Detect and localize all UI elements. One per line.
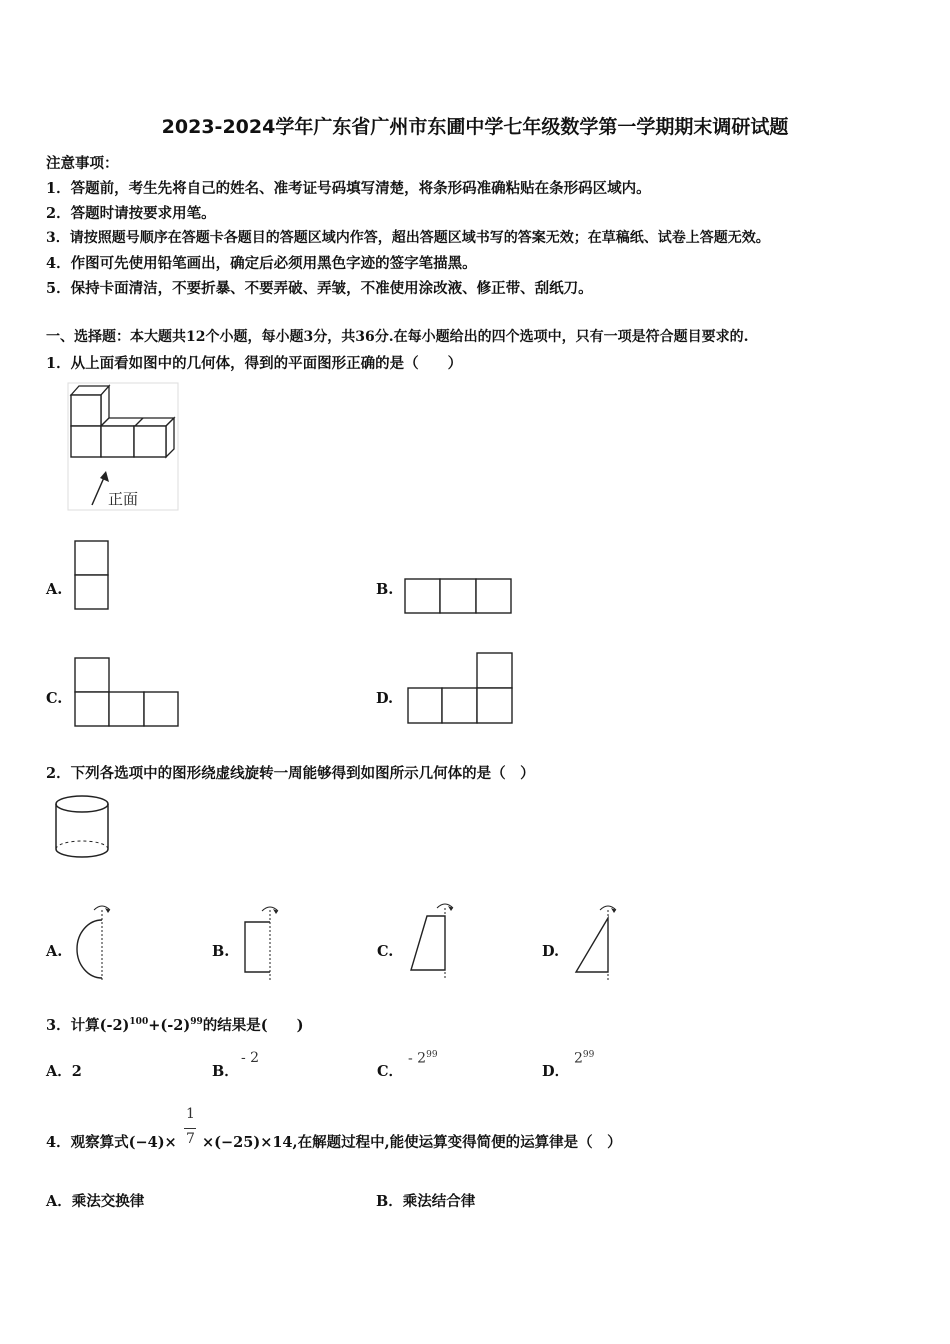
q2-text: 2．下列各选项中的图形绕虚线旋转一周能够得到如图所示几何体的是（ ） — [46, 765, 535, 782]
q3-option-b-value: - 2 — [241, 1050, 260, 1066]
q2-cylinder-figure — [54, 794, 112, 864]
q3-option-c-value — [408, 1050, 438, 1067]
q2-option-c-figure — [405, 900, 457, 980]
q4-frac-den: 7 — [186, 1131, 195, 1147]
q4-option-a-value: 乘法交换律 — [71, 1193, 145, 1210]
q2-option-b-figure — [240, 902, 290, 982]
notice-heading: 注意事项： — [46, 155, 119, 172]
q4-option-b-label: B． — [376, 1193, 403, 1210]
q1-option-c-label[interactable]: C. — [46, 690, 63, 707]
q3-option-a[interactable] — [46, 1060, 82, 1081]
q4-frac-bar — [184, 1128, 196, 1129]
front-label: 正面 — [108, 490, 139, 508]
q3-text-prefix: 3．计算(-2) — [46, 1017, 130, 1034]
q2-option-d-figure — [572, 902, 622, 982]
notice-item-3: 3．请按照题号顺序在答题卡各题目的答题区域内作答，超出答题区域书写的答案无效；在草稿纸、试卷上答题无效。 — [46, 230, 770, 246]
q3-text-mid: +(-2) — [148, 1017, 191, 1034]
q3-exp2: 99 — [190, 1017, 203, 1028]
q3-text — [46, 1014, 303, 1035]
q4-option-a-label: A． — [46, 1193, 72, 1210]
q1-option-d-figure — [407, 652, 515, 726]
q1-text: 1．从上面看如图中的几何体，得到的平面图形正确的是（ ） — [46, 355, 463, 372]
q2-option-d-label[interactable]: D. — [542, 943, 560, 960]
section-heading: 一、选择题：本大题共12个小题，每小题3分，共36分.在每小题给出的四个选项中，只有一项是符合题目要求的. — [46, 329, 749, 345]
q3-option-c-exp: 99 — [426, 1050, 438, 1060]
q3-option-d-label[interactable]: D． — [542, 1063, 570, 1080]
q4-text-suffix: ×(−25)×14,在解题过程中,能使运算变得简便的运算律是（ ） — [202, 1134, 622, 1151]
q3-option-c-label[interactable]: C． — [377, 1063, 404, 1080]
q1-option-a-figure — [74, 540, 110, 612]
notice-item-1: 1．答题前，考生先将自己的姓名、准考证号码填写清楚，将条形码准确粘贴在条形码区域内。 — [46, 180, 651, 197]
q3-option-a-value: 2 — [71, 1063, 82, 1080]
notice-item-2: 2．答题时请按要求用笔。 — [46, 205, 216, 222]
q3-option-d-value — [574, 1050, 594, 1067]
q4-option-a[interactable] — [46, 1190, 144, 1211]
q2-option-c-label[interactable]: C. — [377, 943, 394, 960]
q2-option-a-label[interactable]: A. — [46, 943, 63, 960]
q1-option-d-label[interactable]: D. — [376, 690, 394, 707]
q4-text-prefix: 4．观察算式(−4)× — [46, 1134, 177, 1151]
q1-option-a-label[interactable]: A. — [46, 581, 63, 598]
q2-option-a-figure — [70, 902, 118, 982]
q1-option-b-label[interactable]: B. — [376, 581, 394, 598]
q3-option-b-label[interactable]: B． — [212, 1063, 239, 1080]
page-title: 2023-2024学年广东省广州市东圃中学七年级数学第一学期期末调研试题 — [161, 116, 789, 138]
q3-option-a-label: A． — [46, 1063, 72, 1080]
q3-text-suffix: 的结果是( ) — [202, 1017, 304, 1034]
q4-option-b-value: 乘法结合律 — [402, 1193, 476, 1210]
notice-item-5: 5．保持卡面清洁，不要折暴、不要弄破、弄皱，不准使用涂改液、修正带、刮纸刀。 — [46, 280, 593, 297]
q4-frac-num: 1 — [186, 1106, 195, 1122]
q2-option-b-label[interactable]: B. — [212, 943, 230, 960]
q3-option-d-base: 2 — [574, 1050, 583, 1067]
q3-option-d-exp: 99 — [582, 1050, 595, 1060]
q1-solid-figure — [68, 383, 180, 511]
q3-option-c-base: - 2 — [408, 1050, 427, 1067]
q3-exp1: 100 — [129, 1017, 149, 1028]
q4-option-b[interactable] — [376, 1190, 475, 1211]
q1-option-c-figure — [74, 657, 181, 729]
notice-item-4: 4．作图可先使用铅笔画出，确定后必须用黑色字迹的签字笔描黑。 — [46, 255, 477, 272]
q1-option-b-figure — [404, 578, 514, 616]
